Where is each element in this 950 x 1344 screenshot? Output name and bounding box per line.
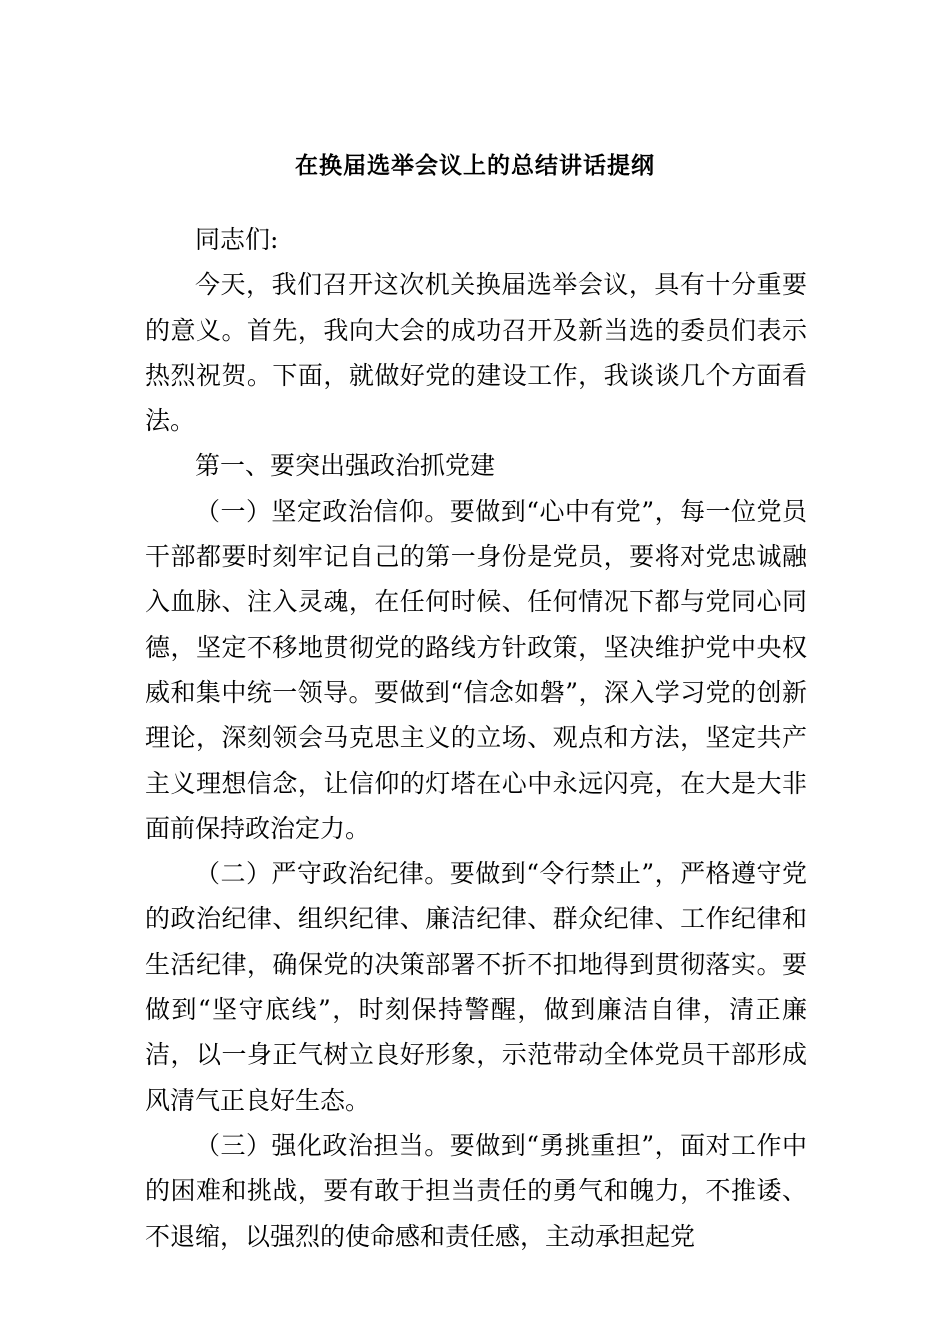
paragraph-item-1: （一）坚定政治信仰。要做到“心中有党”，每一位党员干部都要时刻牢记自己的第一身份是党员，要将对党忠诚融入血脉、注入灵魂，在任何时候、任何情况下都与党同心同德，坚定不移地贯彻党的路线方针政策，坚决维护党中央权威和集中统一领导。要做到“信念如磐”，深入学习党的创新理论，深刻领会马克思主义的立场、观点和方法，坚定共产主义理想信念，让信仰的灯塔在心中永远闪亮，在大是大非面前保持政治定力。: [145, 496, 807, 843]
document-title: 在换届选举会议上的总结讲话提纲: [295, 153, 655, 179]
salutation: 同志们:: [195, 225, 279, 254]
paragraph-item-2: （二）严守政治纪律。要做到“令行禁止”，严格遵守党的政治纪律、组织纪律、廉洁纪律、群众纪律、工作纪律和生活纪律，确保党的决策部署不折不扣地得到贯彻落实。要做到“坚守底线”，时刻保持警醒，做到廉洁自律，清正廉洁，以一身正气树立良好形象，示范带动全体党员干部形成风清气正良好生态。: [145, 859, 807, 1115]
section-heading: 第一、要突出强政治抓党建: [195, 451, 496, 481]
paragraph-opening: 今天，我们召开这次机关换届选举会议，具有十分重要的意义。首先，我向大会的成功召开及新当选的委员们表示热烈祝贺。下面，就做好党的建设工作，我谈谈几个方面看法。: [145, 270, 807, 436]
paragraph-item-3: （三）强化政治担当。要做到“勇挑重担”，面对工作中的困难和挑战，要有敢于担当责任的勇气和魄力，不推诿、不退缩，以强烈的使命感和责任感，主动承担起党: [145, 1130, 807, 1251]
document-body: [145, 217, 807, 1259]
